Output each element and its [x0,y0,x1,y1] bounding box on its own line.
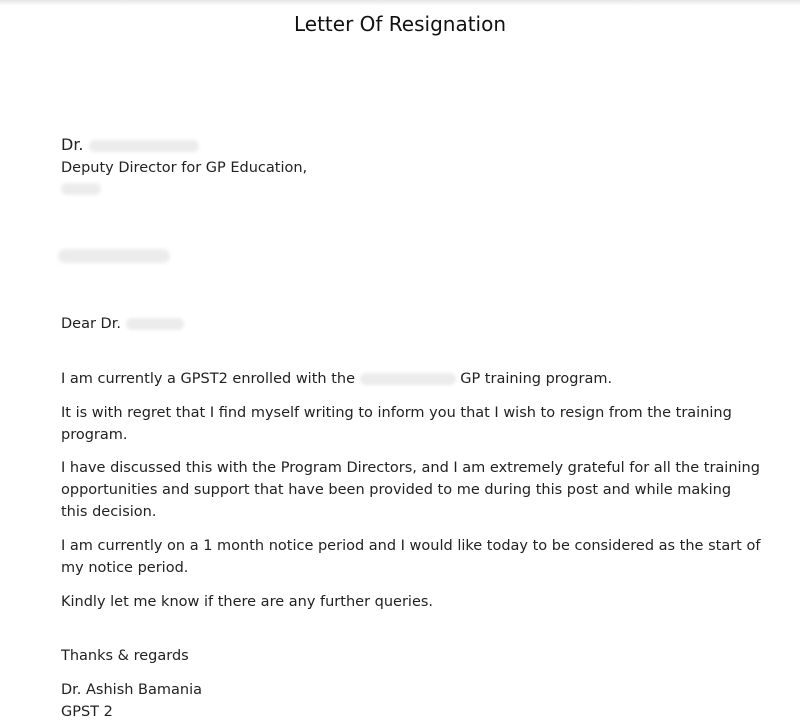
signature-grade: GPST 2 [61,704,113,720]
redacted-program-name [360,373,456,385]
redacted-address-line [61,183,101,195]
letter-title: Letter Of Resignation [293,12,507,36]
redacted-greeting-name [126,318,184,330]
paragraph-resignation: It is with regret that I find myself writing to inform you that I wish to resign from the training program. [61,405,732,443]
signature-name: Dr. Ashish Bamania [61,682,203,698]
recipient-prefix: Dr. [61,135,84,154]
redacted-date [58,249,170,263]
closing: Thanks & regards [61,648,189,664]
paragraph-queries: Kindly let me know if there are any further queries. [61,594,434,610]
paragraph-enrollment-end: GP training program. [460,371,613,387]
redacted-recipient-name [89,140,199,152]
greeting-text: Dear Dr. [61,316,121,332]
recipient-position: Deputy Director for GP Education, [61,160,308,176]
paragraph-notice-period: I am currently on a 1 month notice period and I would like today to be considered as the start of my notice period. [61,538,761,576]
greeting [61,313,184,335]
paragraph-enrollment [61,368,612,390]
recipient-name-line [61,134,199,156]
paragraph-enrollment-start: I am currently a GPST2 enrolled with the [61,371,355,387]
page-top-shadow [0,0,800,6]
paragraph-gratitude: I have discussed this with the Program Directors, and I am extremely grateful for all the training opportunities and support that have been provided to me during this post and while making this decision. [61,460,760,520]
